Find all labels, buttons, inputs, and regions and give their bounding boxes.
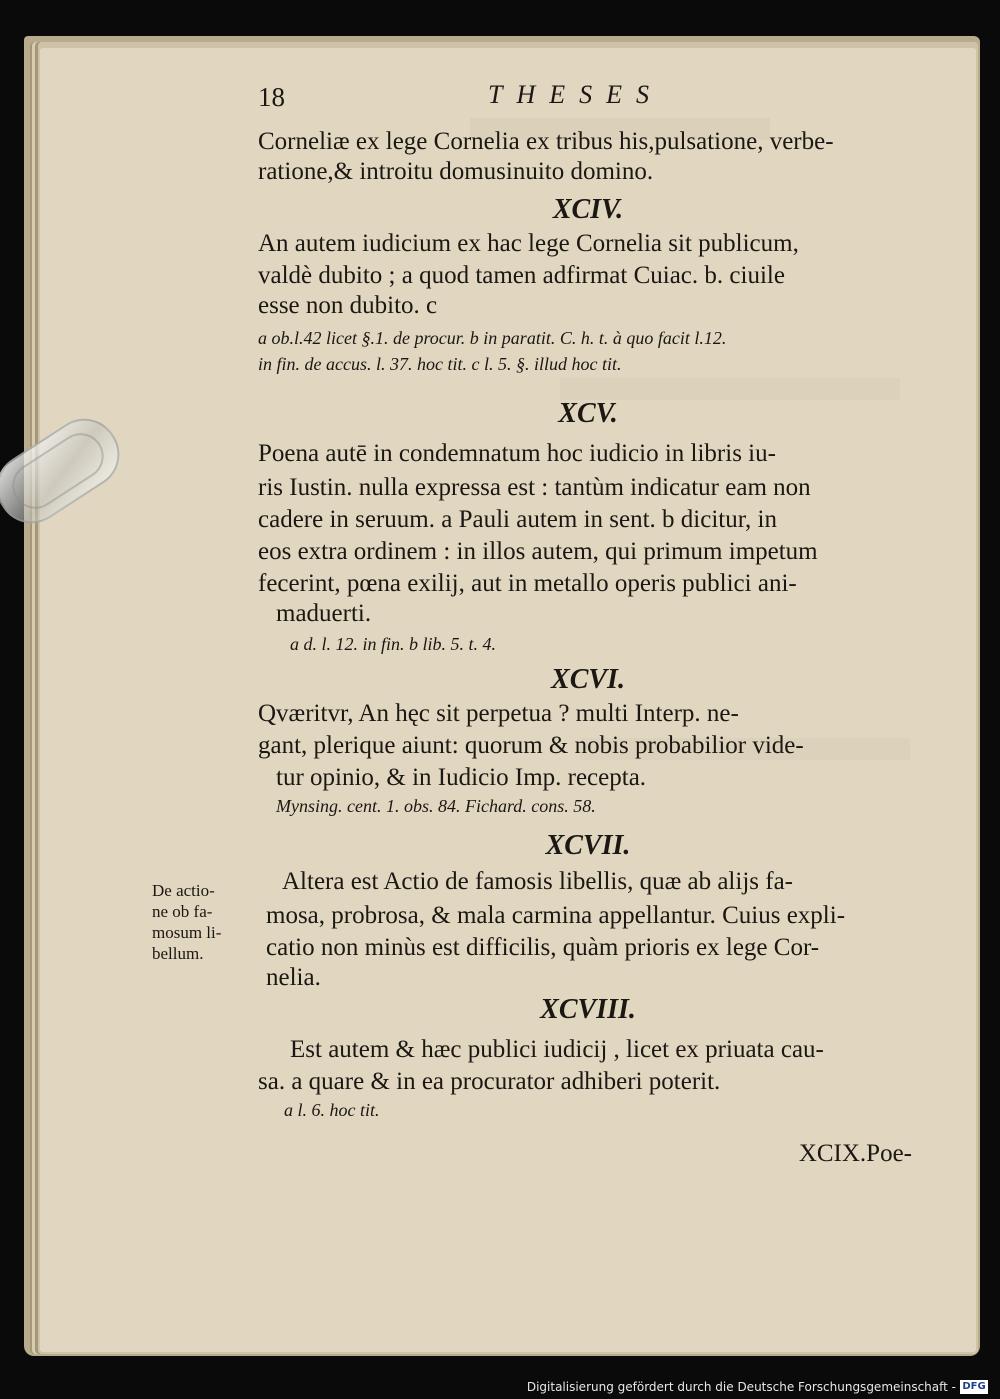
text-line: An autem iudicium ex hac lege Cornelia sit publicum,	[258, 230, 799, 257]
text-line: sa. a quare & in ea procurator adhiberi poterit.	[258, 1068, 721, 1095]
text-line: mosa, probrosa, & mala carmina appellantur. Cuius expli-	[266, 902, 846, 929]
text-line: fecerint, pœna exilij, aut in metallo operis publici ani-	[258, 570, 797, 597]
text-line: Est autem & hæc publici iudicij , licet ex priuata cau-	[290, 1036, 824, 1063]
margin-note-line: bellum.	[152, 944, 204, 963]
footnote-line: in fin. de accus. l. 37. hoc tit. c l. 5. §. illud hoc tit.	[258, 354, 622, 374]
text-line: valdè dubito ; a quod tamen adfirmat Cuiac. b. ciuile	[258, 262, 785, 289]
page-number: 18	[258, 82, 285, 112]
text-line: maduerti.	[276, 600, 372, 627]
text-line: Qværitvr, An hęc sit perpetua ? multi Interp. ne-	[258, 700, 739, 727]
text-line: cadere in seruum. a Pauli autem in sent. b dicitur, in	[258, 506, 777, 533]
section-heading: XCIV.	[552, 194, 624, 225]
text-line: Corneliæ ex lege Cornelia ex tribus his,pulsatione, verbe-	[258, 128, 834, 155]
margin-note-line: mosum li-	[152, 923, 222, 942]
margin-note-line: De actio-	[152, 881, 215, 900]
margin-note-line: ne ob fa-	[152, 902, 213, 921]
text-line: eos extra ordinem : in illos autem, qui primum impetum	[258, 538, 818, 565]
footer-credit: Digitalisierung gefördert durch die Deutsche Forschungsgemeinschaft -	[526, 1380, 956, 1394]
text-line: Poena autē in condemnatum hoc iudicio in libris iu-	[258, 440, 776, 467]
running-title: THESES	[488, 80, 663, 109]
footnote-line: a ob.l.42 licet §.1. de procur. b in paratit. C. h. t. à quo facit l.12.	[258, 328, 727, 348]
text-line: esse non dubito. c	[258, 292, 438, 319]
catchword: XCIX.Poe-	[798, 1140, 912, 1167]
text-line: nelia.	[266, 964, 321, 991]
text-line: gant, plerique aiunt: quorum & nobis probabilior vide-	[258, 732, 804, 759]
text-line: ris Iustin. nulla expressa est : tantùm indicatur eam non	[258, 474, 811, 501]
text-line: ratione,& introitu domusinuito domino.	[258, 158, 654, 185]
footnote-line: a d. l. 12. in fin. b lib. 5. t. 4.	[290, 634, 497, 654]
section-heading: XCVI.	[551, 664, 625, 695]
footnote-line: a l. 6. hoc tit.	[284, 1100, 380, 1120]
dfg-logo: DFG	[960, 1380, 988, 1394]
text-line: Altera est Actio de famosis libellis, quæ ab alijs fa-	[282, 868, 793, 895]
section-heading: XCVIII.	[540, 994, 636, 1025]
section-heading: XCVII.	[545, 830, 631, 861]
section-heading: XCV.	[558, 398, 618, 429]
footnote-line: Mynsing. cent. 1. obs. 84. Fichard. cons. 58.	[276, 796, 596, 816]
text-line: catio non minùs est difficilis, quàm prioris ex lege Cor-	[266, 934, 820, 961]
text-line: tur opinio, & in Iudicio Imp. recepta.	[276, 764, 647, 791]
